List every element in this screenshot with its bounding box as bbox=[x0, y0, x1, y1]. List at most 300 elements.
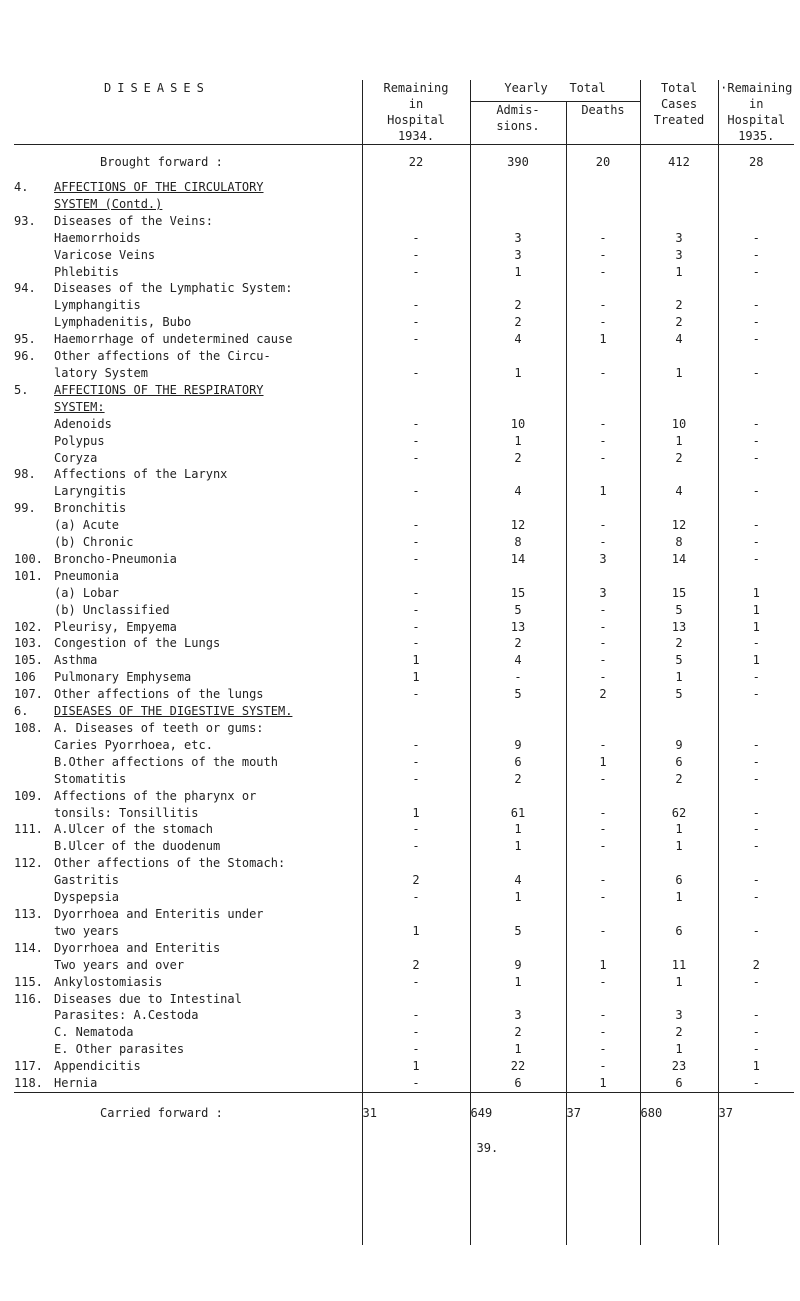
cell-remaining-1935: - bbox=[718, 331, 794, 348]
cell-admissions: 2 bbox=[470, 1024, 566, 1041]
cell-total-cases: 11 bbox=[640, 957, 718, 974]
cell-deaths: - bbox=[566, 635, 640, 652]
cell-remaining-1935: - bbox=[718, 247, 794, 264]
cell-total-cases: 5 bbox=[640, 652, 718, 669]
cell-deaths: 1 bbox=[566, 331, 640, 348]
disease-cell bbox=[14, 280, 362, 297]
cell-admissions bbox=[470, 703, 566, 720]
disease-label: Diseases of the Veins: bbox=[54, 213, 213, 228]
item-number: 102. bbox=[14, 619, 43, 634]
item-number: 101. bbox=[14, 568, 43, 583]
cell-deaths: 3 bbox=[566, 585, 640, 602]
cell-remaining-1934: 1 bbox=[362, 652, 470, 669]
cell-deaths: - bbox=[566, 314, 640, 331]
disease-label: AFFECTIONS OF THE RESPIRATORY bbox=[54, 382, 264, 397]
cell-remaining-1935: - bbox=[718, 365, 794, 382]
cell-deaths: - bbox=[566, 602, 640, 619]
cell-remaining-1934: - bbox=[362, 416, 470, 433]
disease-cell bbox=[14, 500, 362, 517]
cell-deaths: 2 bbox=[566, 686, 640, 703]
disease-label: A.Ulcer of the stomach bbox=[54, 822, 213, 837]
disease-cell bbox=[14, 703, 362, 720]
table-row bbox=[14, 1058, 794, 1075]
cell-admissions: 1 bbox=[470, 889, 566, 906]
cell-admissions: 13 bbox=[470, 619, 566, 636]
cell-total-cases: 62 bbox=[640, 805, 718, 822]
disease-cell bbox=[14, 652, 362, 669]
table-row bbox=[14, 1007, 794, 1024]
disease-label: Haemorrhage of undetermined cause bbox=[54, 332, 293, 347]
cell-total-cases bbox=[640, 399, 718, 416]
cell-total-cases: 412 bbox=[640, 145, 718, 180]
disease-label: Congestion of the Lungs bbox=[54, 636, 221, 651]
cell-admissions: 390 bbox=[470, 145, 566, 180]
table-row bbox=[14, 179, 794, 196]
cell-admissions: 3 bbox=[470, 247, 566, 264]
disease-label: Coryza bbox=[54, 450, 98, 465]
table-row bbox=[14, 399, 794, 416]
disease-cell bbox=[14, 1024, 362, 1041]
item-number: 111. bbox=[14, 822, 43, 837]
disease-label: Varicose Veins bbox=[54, 247, 156, 262]
disease-label: Diseases due to Intestinal bbox=[54, 991, 242, 1006]
disease-cell bbox=[14, 771, 362, 788]
cell-total-cases: 8 bbox=[640, 534, 718, 551]
cell-total-cases: 10 bbox=[640, 416, 718, 433]
disease-label: Pneumonia bbox=[54, 568, 120, 583]
cell-admissions: 8 bbox=[470, 534, 566, 551]
cell-total-cases: 2 bbox=[640, 450, 718, 467]
cell-admissions: 6 bbox=[470, 1075, 566, 1092]
cell-admissions bbox=[470, 720, 566, 737]
item-number: 6. bbox=[14, 704, 29, 719]
cell-total-cases: 9 bbox=[640, 737, 718, 754]
cell-remaining-1935 bbox=[718, 906, 794, 923]
cell-admissions: 1 bbox=[470, 821, 566, 838]
cell-remaining-1934: - bbox=[362, 771, 470, 788]
cell-deaths bbox=[566, 991, 640, 1008]
disease-cell bbox=[14, 382, 362, 399]
cell-admissions bbox=[470, 991, 566, 1008]
table-row bbox=[14, 230, 794, 247]
disease-label: Affections of the Larynx bbox=[54, 467, 228, 482]
cell-deaths: - bbox=[566, 264, 640, 281]
cell-deaths: - bbox=[566, 838, 640, 855]
cell-deaths: 37 bbox=[566, 1092, 640, 1133]
disease-cell bbox=[14, 534, 362, 551]
disease-cell bbox=[14, 399, 362, 416]
cell-remaining-1935: 1 bbox=[718, 619, 794, 636]
disease-label: latory System bbox=[54, 365, 148, 380]
cell-total-cases: 1 bbox=[640, 838, 718, 855]
disease-label: Lymphangitis bbox=[54, 298, 141, 313]
cell-admissions: 10 bbox=[470, 416, 566, 433]
cell-remaining-1935: - bbox=[718, 517, 794, 534]
table-row bbox=[14, 365, 794, 382]
cell-total-cases: 1 bbox=[640, 821, 718, 838]
cell-remaining-1935: - bbox=[718, 1007, 794, 1024]
cell-total-cases bbox=[640, 382, 718, 399]
cell-total-cases: 1 bbox=[640, 669, 718, 686]
disease-label: Two years and over bbox=[54, 957, 185, 972]
cell-remaining-1935: - bbox=[718, 1075, 794, 1092]
cell-remaining-1934 bbox=[362, 196, 470, 213]
cell-admissions bbox=[470, 466, 566, 483]
cell-remaining-1935: - bbox=[718, 686, 794, 703]
cell-total-cases bbox=[640, 196, 718, 213]
disease-cell bbox=[14, 365, 362, 382]
cell-deaths bbox=[566, 855, 640, 872]
cell-total-cases: 1 bbox=[640, 365, 718, 382]
cell-remaining-1935: - bbox=[718, 416, 794, 433]
cell-remaining-1934: - bbox=[362, 585, 470, 602]
cell-total-cases: 1 bbox=[640, 433, 718, 450]
item-number: 94. bbox=[14, 281, 36, 296]
cell-admissions bbox=[470, 940, 566, 957]
cell-remaining-1934: - bbox=[362, 247, 470, 264]
cell-remaining-1935: 1 bbox=[718, 1058, 794, 1075]
cell-deaths: - bbox=[566, 1058, 640, 1075]
disease-cell bbox=[14, 433, 362, 450]
cell-remaining-1934: - bbox=[362, 365, 470, 382]
table-row bbox=[14, 585, 794, 602]
disease-label: (a) Acute bbox=[54, 518, 120, 533]
cell-remaining-1934: - bbox=[362, 551, 470, 568]
cell-total-cases: 23 bbox=[640, 1058, 718, 1075]
cell-admissions: 2 bbox=[470, 314, 566, 331]
disease-label: C. Nematoda bbox=[54, 1025, 134, 1040]
cell-remaining-1935 bbox=[718, 280, 794, 297]
cell-admissions: 649 bbox=[470, 1092, 566, 1133]
disease-label: Parasites: A.Cestoda bbox=[54, 1008, 199, 1023]
cell-total-cases bbox=[640, 213, 718, 230]
disease-cell bbox=[14, 230, 362, 247]
disease-label: Other affections of the Stomach: bbox=[54, 856, 286, 871]
cell-remaining-1935: - bbox=[718, 1041, 794, 1058]
cell-total-cases: 15 bbox=[640, 585, 718, 602]
cell-remaining-1935: - bbox=[718, 264, 794, 281]
table-row bbox=[14, 703, 794, 720]
disease-label: tonsils: Tonsillitis bbox=[54, 805, 199, 820]
cell-total-cases: 6 bbox=[640, 1075, 718, 1092]
cell-remaining-1935 bbox=[718, 703, 794, 720]
cell-admissions: 4 bbox=[470, 872, 566, 889]
cell-remaining-1934: - bbox=[362, 889, 470, 906]
table-row bbox=[14, 416, 794, 433]
disease-label: Hernia bbox=[54, 1076, 98, 1091]
cell-remaining-1935: - bbox=[718, 754, 794, 771]
cell-deaths: - bbox=[566, 230, 640, 247]
table-row bbox=[14, 382, 794, 399]
disease-label: E. Other parasites bbox=[54, 1042, 185, 1057]
disease-label: SYSTEM: bbox=[54, 399, 105, 414]
cell-deaths: - bbox=[566, 669, 640, 686]
cell-admissions bbox=[470, 382, 566, 399]
disease-cell bbox=[14, 551, 362, 568]
disease-cell bbox=[14, 974, 362, 991]
cell-deaths bbox=[566, 399, 640, 416]
table-row bbox=[14, 855, 794, 872]
cell-admissions: 5 bbox=[470, 602, 566, 619]
cell-remaining-1934: - bbox=[362, 635, 470, 652]
cell-deaths: 1 bbox=[566, 754, 640, 771]
cell-total-cases: 1 bbox=[640, 264, 718, 281]
disease-cell bbox=[14, 754, 362, 771]
disease-cell bbox=[14, 585, 362, 602]
disease-cell bbox=[14, 179, 362, 196]
table-row bbox=[14, 534, 794, 551]
cell-deaths bbox=[566, 348, 640, 365]
disease-cell bbox=[14, 1058, 362, 1075]
cell-admissions bbox=[470, 348, 566, 365]
table-row bbox=[14, 821, 794, 838]
cell-deaths bbox=[566, 196, 640, 213]
cell-remaining-1934: 31 bbox=[362, 1092, 470, 1133]
disease-label: Polypus bbox=[54, 433, 105, 448]
cell-remaining-1934 bbox=[362, 703, 470, 720]
cell-remaining-1934: - bbox=[362, 264, 470, 281]
cell-admissions bbox=[470, 179, 566, 196]
disease-cell bbox=[14, 314, 362, 331]
item-number: 118. bbox=[14, 1076, 43, 1091]
disease-cell bbox=[14, 872, 362, 889]
cell-total-cases: 4 bbox=[640, 331, 718, 348]
disease-label: SYSTEM (Contd.) bbox=[54, 196, 163, 211]
cell-deaths: - bbox=[566, 1024, 640, 1041]
disease-cell bbox=[14, 686, 362, 703]
item-number: 100. bbox=[14, 551, 43, 566]
cell-deaths bbox=[566, 179, 640, 196]
disease-cell bbox=[14, 737, 362, 754]
item-number: 116. bbox=[14, 991, 43, 1006]
cell-remaining-1935 bbox=[718, 855, 794, 872]
cell-deaths bbox=[566, 213, 640, 230]
cell-remaining-1934: - bbox=[362, 297, 470, 314]
carried-forward-label: Carried forward : bbox=[14, 1092, 362, 1133]
disease-cell bbox=[14, 466, 362, 483]
disease-label: Lymphadenitis, Bubo bbox=[54, 315, 192, 330]
cell-deaths bbox=[566, 382, 640, 399]
table-row bbox=[14, 1041, 794, 1058]
disease-cell bbox=[14, 483, 362, 500]
disease-cell bbox=[14, 991, 362, 1008]
cell-deaths: - bbox=[566, 365, 640, 382]
cell-remaining-1935: - bbox=[718, 433, 794, 450]
table-row bbox=[14, 450, 794, 467]
cell-remaining-1935: - bbox=[718, 669, 794, 686]
cell-remaining-1934: - bbox=[362, 517, 470, 534]
cell-total-cases bbox=[640, 179, 718, 196]
cell-total-cases: 1 bbox=[640, 889, 718, 906]
table-row bbox=[14, 788, 794, 805]
cell-admissions: - bbox=[470, 669, 566, 686]
cell-remaining-1934: - bbox=[362, 838, 470, 855]
table-row bbox=[14, 551, 794, 568]
cell-remaining-1935 bbox=[718, 466, 794, 483]
cell-remaining-1935 bbox=[718, 382, 794, 399]
disease-cell bbox=[14, 348, 362, 365]
cell-admissions: 2 bbox=[470, 771, 566, 788]
cell-deaths bbox=[566, 280, 640, 297]
cell-remaining-1935: - bbox=[718, 450, 794, 467]
disease-cell bbox=[14, 855, 362, 872]
cell-total-cases: 2 bbox=[640, 771, 718, 788]
cell-admissions: 5 bbox=[470, 923, 566, 940]
cell-remaining-1935 bbox=[718, 568, 794, 585]
table-row bbox=[14, 669, 794, 686]
cell-remaining-1935 bbox=[718, 196, 794, 213]
cell-remaining-1934: - bbox=[362, 737, 470, 754]
cell-total-cases bbox=[640, 568, 718, 585]
disease-cell bbox=[14, 213, 362, 230]
cell-total-cases: 2 bbox=[640, 635, 718, 652]
cell-remaining-1935 bbox=[718, 348, 794, 365]
cell-total-cases bbox=[640, 703, 718, 720]
cell-remaining-1934 bbox=[362, 500, 470, 517]
cell-remaining-1935: - bbox=[718, 314, 794, 331]
item-number: 4. bbox=[14, 180, 29, 194]
cell-remaining-1935: - bbox=[718, 889, 794, 906]
disease-label: (b) Unclassified bbox=[54, 602, 170, 617]
cell-remaining-1935: - bbox=[718, 923, 794, 940]
cell-deaths bbox=[566, 906, 640, 923]
cell-total-cases bbox=[640, 855, 718, 872]
cell-remaining-1934: - bbox=[362, 230, 470, 247]
disease-label: Laryngitis bbox=[54, 484, 127, 499]
header-admissions: Admis- sions. bbox=[470, 102, 566, 145]
cell-remaining-1934: - bbox=[362, 602, 470, 619]
item-number: 106 bbox=[14, 670, 36, 685]
cell-remaining-1934: - bbox=[362, 534, 470, 551]
table-row bbox=[14, 348, 794, 365]
table-row bbox=[14, 737, 794, 754]
cell-deaths bbox=[566, 500, 640, 517]
cell-remaining-1935 bbox=[718, 940, 794, 957]
cell-total-cases bbox=[640, 991, 718, 1008]
cell-remaining-1935 bbox=[718, 179, 794, 196]
cell-deaths: 1 bbox=[566, 957, 640, 974]
cell-remaining-1935: - bbox=[718, 771, 794, 788]
cell-admissions bbox=[470, 788, 566, 805]
cell-admissions: 1 bbox=[470, 1041, 566, 1058]
cell-admissions bbox=[470, 399, 566, 416]
table-header bbox=[14, 80, 794, 145]
disease-cell bbox=[14, 247, 362, 264]
cell-total-cases bbox=[640, 720, 718, 737]
cell-remaining-1935: 1 bbox=[718, 585, 794, 602]
cell-total-cases: 14 bbox=[640, 551, 718, 568]
cell-deaths: - bbox=[566, 805, 640, 822]
disease-label: AFFECTIONS OF THE CIRCULATORY bbox=[54, 180, 264, 194]
header-yearly-total: Yearly Total bbox=[470, 80, 640, 102]
cell-deaths: 1 bbox=[566, 1075, 640, 1092]
disease-label: Ankylostomiasis bbox=[54, 974, 163, 989]
disease-label: (b) Chronic bbox=[54, 535, 134, 550]
disease-label: Haemorrhoids bbox=[54, 230, 141, 245]
disease-cell bbox=[14, 838, 362, 855]
cell-admissions: 2 bbox=[470, 450, 566, 467]
cell-deaths: - bbox=[566, 619, 640, 636]
disease-label: Dyspepsia bbox=[54, 890, 120, 905]
cell-deaths bbox=[566, 720, 640, 737]
table-row bbox=[14, 1075, 794, 1092]
cell-total-cases: 5 bbox=[640, 602, 718, 619]
disease-label: Bronchitis bbox=[54, 501, 127, 516]
cell-remaining-1934 bbox=[362, 382, 470, 399]
table-row bbox=[14, 686, 794, 703]
disease-cell bbox=[14, 331, 362, 348]
disease-label: Asthma bbox=[54, 653, 98, 668]
cell-admissions bbox=[470, 196, 566, 213]
cell-remaining-1935: 1 bbox=[718, 652, 794, 669]
disease-cell bbox=[14, 602, 362, 619]
cell-deaths: - bbox=[566, 872, 640, 889]
disease-cell bbox=[14, 517, 362, 534]
cell-remaining-1934: 2 bbox=[362, 872, 470, 889]
cell-deaths: - bbox=[566, 652, 640, 669]
cell-remaining-1935: - bbox=[718, 297, 794, 314]
cell-deaths: 1 bbox=[566, 483, 640, 500]
cell-remaining-1934 bbox=[362, 906, 470, 923]
cell-total-cases: 680 bbox=[640, 1092, 718, 1133]
disease-cell bbox=[14, 889, 362, 906]
cell-deaths: - bbox=[566, 247, 640, 264]
header-total-cases: Total Cases Treated bbox=[640, 80, 718, 145]
disease-cell bbox=[14, 940, 362, 957]
cell-remaining-1934 bbox=[362, 466, 470, 483]
cell-deaths: - bbox=[566, 771, 640, 788]
cell-remaining-1934 bbox=[362, 720, 470, 737]
disease-cell bbox=[14, 720, 362, 737]
cell-remaining-1934: - bbox=[362, 821, 470, 838]
table-row bbox=[14, 1024, 794, 1041]
item-number: 93. bbox=[14, 213, 36, 228]
table-row bbox=[14, 213, 794, 230]
cell-total-cases: 3 bbox=[640, 247, 718, 264]
cell-remaining-1934: - bbox=[362, 974, 470, 991]
disease-table bbox=[14, 80, 794, 1245]
cell-total-cases: 2 bbox=[640, 314, 718, 331]
disease-cell bbox=[14, 923, 362, 940]
disease-label: (a) Lobar bbox=[54, 585, 120, 600]
cell-total-cases: 1 bbox=[640, 974, 718, 991]
table-row bbox=[14, 754, 794, 771]
disease-label: Other affections of the lungs bbox=[54, 687, 264, 702]
item-number: 112. bbox=[14, 856, 43, 871]
page-number-row bbox=[14, 1133, 794, 1163]
cell-deaths: - bbox=[566, 517, 640, 534]
disease-label: B.Other affections of the mouth bbox=[54, 754, 278, 769]
cell-deaths: - bbox=[566, 737, 640, 754]
item-number: 115. bbox=[14, 974, 43, 989]
cell-total-cases bbox=[640, 348, 718, 365]
disease-cell bbox=[14, 821, 362, 838]
cell-admissions: 2 bbox=[470, 635, 566, 652]
cell-total-cases bbox=[640, 466, 718, 483]
cell-deaths: - bbox=[566, 534, 640, 551]
cell-remaining-1934: 1 bbox=[362, 805, 470, 822]
cell-deaths bbox=[566, 466, 640, 483]
cell-remaining-1934: - bbox=[362, 1041, 470, 1058]
cell-remaining-1935: 2 bbox=[718, 957, 794, 974]
cell-admissions: 4 bbox=[470, 331, 566, 348]
cell-remaining-1935: - bbox=[718, 838, 794, 855]
cell-remaining-1935 bbox=[718, 213, 794, 230]
table-row bbox=[14, 247, 794, 264]
cell-remaining-1935: - bbox=[718, 534, 794, 551]
cell-deaths bbox=[566, 568, 640, 585]
cell-remaining-1934: 1 bbox=[362, 1058, 470, 1075]
